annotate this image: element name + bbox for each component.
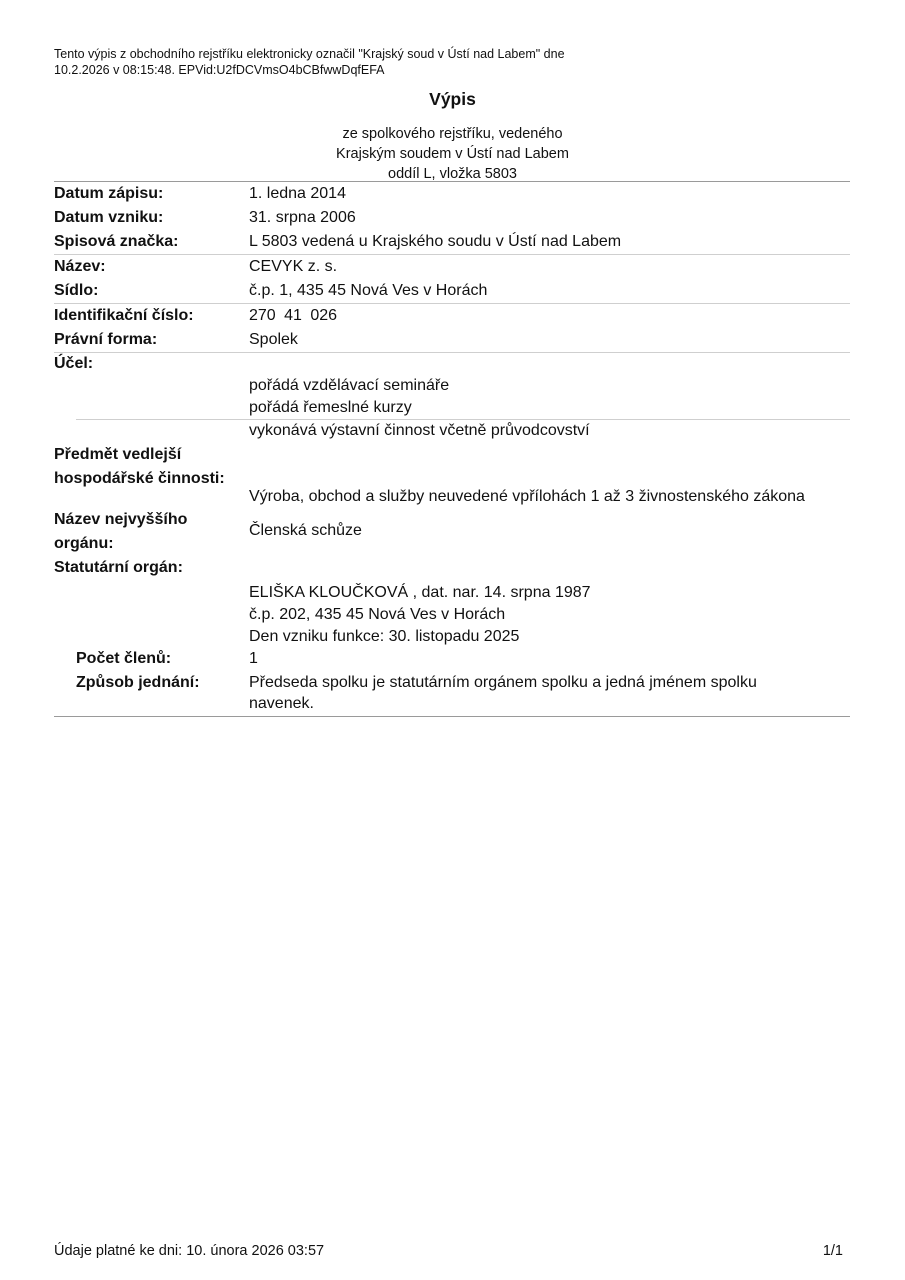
row-sidlo xyxy=(54,279,850,303)
value-nejvyssi-organ: Členská schůze xyxy=(249,522,362,539)
value-pocet-clenu: 1 xyxy=(249,650,258,667)
document-subtitle xyxy=(0,124,905,184)
record-bottom-rule xyxy=(54,716,850,717)
subtitle-line-court: Krajským soudem v Ústí nad Labem xyxy=(336,146,569,162)
label-pravni-forma: Právní forma: xyxy=(54,331,158,348)
row-zpusob-jednani xyxy=(54,670,850,714)
ucel-list xyxy=(54,375,850,419)
record-table xyxy=(54,181,850,717)
value-vedlejsi-cinnost: Výroba, obchod a služby neuvedené vpřílohách 1 až 3 živnostenského zákona xyxy=(249,488,805,505)
label-line: orgánu: xyxy=(54,535,114,552)
row-nazev xyxy=(54,255,850,279)
label-line: hospodářské činnosti: xyxy=(54,470,225,487)
value-ico: 270 41 026 xyxy=(249,307,338,324)
ucel-item: pořádá vzdělávací semináře xyxy=(249,377,450,394)
row-statutarni-organ xyxy=(54,556,850,578)
label-nejvyssi-organ xyxy=(54,508,187,556)
statutarni-organ-details xyxy=(54,578,850,648)
value-spisova-znacka: L 5803 vedená u Krajského soudu v Ústí nad Labem xyxy=(249,233,622,250)
label-sidlo: Sídlo: xyxy=(54,282,99,299)
statutarni-address: č.p. 202, 435 45 Nová Ves v Horách xyxy=(249,606,506,623)
value-nazev: CEVYK z. s. xyxy=(249,258,338,275)
row-ucel xyxy=(54,353,850,375)
ucel-item: vykonává výstavní činnost včetně průvodcovství xyxy=(249,422,590,439)
footer-page-number: 1/1 xyxy=(822,1243,843,1259)
document-title: Výpis xyxy=(429,89,476,109)
value-datum-vzniku: 31. srpna 2006 xyxy=(249,209,356,226)
label-datum-vzniku: Datum vzniku: xyxy=(54,209,164,226)
value-sidlo: č.p. 1, 435 45 Nová Ves v Horách xyxy=(249,282,488,299)
row-ico xyxy=(54,304,850,328)
ucel-list-continued xyxy=(54,420,850,442)
row-nejvyssi-organ xyxy=(54,508,850,556)
statutarni-since: Den vzniku funkce: 30. listopadu 2025 xyxy=(249,628,520,645)
row-pocet-clenu xyxy=(54,648,850,670)
value-pravni-forma: Spolek xyxy=(249,331,298,348)
label-line: Název nejvyššího xyxy=(54,511,188,528)
label-statutarni-organ: Statutární orgán: xyxy=(54,559,183,576)
row-pravni-forma xyxy=(54,328,850,352)
label-ico: Identifikační číslo: xyxy=(54,307,194,324)
row-datum-vzniku xyxy=(54,206,850,230)
subtitle-line-register: ze spolkového rejstříku, vedeného xyxy=(342,126,563,142)
row-vedlejsi-cinnost xyxy=(54,442,850,508)
value-datum-zapisu: 1. ledna 2014 xyxy=(249,185,346,202)
row-spisova-znacka xyxy=(54,230,850,254)
label-line: Předmět vedlejší xyxy=(54,446,182,463)
value-zpusob-jednani: Předseda spolku je statutárním orgánem spolku a jedná jménem spolku navenek. xyxy=(249,674,757,712)
footer-valid-date: Údaje platné ke dni: 10. února 2026 03:57 xyxy=(54,1243,325,1259)
statutarni-person: ELIŠKA KLOUČKOVÁ , dat. nar. 14. srpna 1987 xyxy=(249,584,591,601)
label-pocet-clenu: Počet členů: xyxy=(76,650,172,667)
label-datum-zapisu: Datum zápisu: xyxy=(54,185,164,202)
ucel-item: pořádá řemeslné kurzy xyxy=(249,399,412,416)
label-nazev: Název: xyxy=(54,258,106,275)
label-ucel: Účel: xyxy=(54,355,94,372)
label-vedlejsi-cinnost xyxy=(54,443,225,491)
label-spisova-znacka: Spisová značka: xyxy=(54,233,179,250)
label-zpusob-jednani: Způsob jednání: xyxy=(76,674,200,691)
subtitle-line-section: oddíl L, vložka 5803 xyxy=(388,166,517,182)
electronic-seal-note: Tento výpis z obchodního rejstříku elektronicky označil "Krajský soud v Ústí nad Labem" dne 10.2.2026 v 08:15:48. EPVid:U2fDCVmsO4bCBfwwDqfEFA xyxy=(54,47,565,77)
row-datum-zapisu xyxy=(54,182,850,206)
